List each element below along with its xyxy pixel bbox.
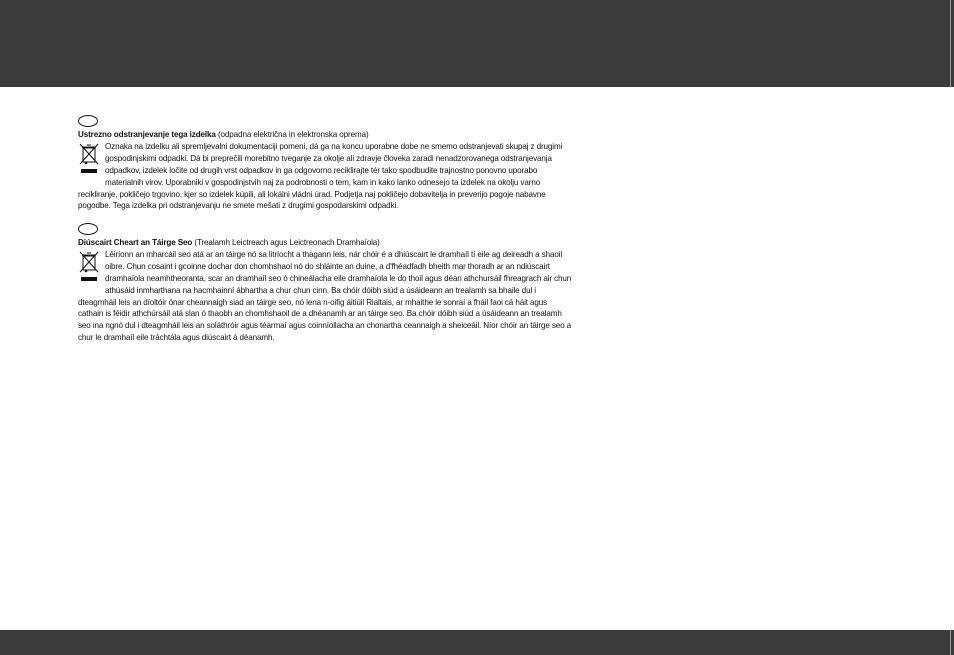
top-header-band [0,0,954,87]
top-band-edge-line [950,0,951,87]
language-oval-icon [78,223,98,235]
crossed-wheelie-bin-icon [78,142,102,178]
section-slovenian [78,115,572,212]
section-heading [78,129,572,141]
heading-subtitle: (odpadna električna in elektronska oprema) [215,130,369,139]
heading-bold: Diúscairt Cheart an Táirge Seo [78,238,193,247]
section-body: Léiríonn an mharcáil seo atá ar an táirge nó sa litríocht a thagann leis, nár chóir é a dhiúscairt le dramhaíl tí eile ag deireadh a shaoil oibre. Chun cosaint i gcoinne dochar don chomhshaol nó do shláinte an duine, a d'fhéadfadh bheith mar thoradh ar an ndiúscairt dramhaíola neamhtheoranta, scar an dramhaíl seo ó chineálacha eile dramhaíola le do thoil agus déan athchursáil fhreagrach air chun athúsáid inmharthana na hacmhainní ábhartha a chur chun cinn. Ba chóir dóibh siúd a úsáideann an trealamh sa bhaile dul i dteagmháil leis an díoltóir ónar cheannaigh siad an táirge seo, nó lena n-oifig áitiúil Rialtais, ar mhaithe le sonraí a fháil faoi cá háit agus cathain is féidir athchúrsáil atá slan ó thaobh an chomhshaoil de a dhéanamh ar an táirge seo. Ba chóir dóibh siúd a úsáideann an trealamh seo ina ngnó dul i dteagmháil leis an soláthróir agus téarmaí agus coinníollacha an chonartha ceannaigh a sheiceáil. Níor chóir an táirge seo a chur le dramhaíl eile tráchtála agus diúscairt á déanamh. [78,249,572,343]
section-heading [78,237,572,249]
crossed-wheelie-bin-icon [78,250,102,286]
heading-bold: Ustrezno odstranjevanje tega izdelka [78,130,216,139]
bottom-band-edge-line [950,630,951,655]
section-irish [78,223,572,344]
bottom-footer-band [0,630,954,655]
heading-subtitle: (Trealamh Leictreach agus Leictreonach Dramhaíola) [192,238,380,247]
section-body: Oznaka na izdelku ali spremljevalni dokumentaciji pomeni, dá ga na koncu uporabne dobe ne smemo odstranjevati skupaj z drugimi gospodinjskimi odpadki. Dá bi preprečili morebitno tveganje za okolje ali zdravje človeka zaradi nenadzorovanega odstranjevanja odpadkov, izdelek ločite od drugih vrst odpadkov in ga odgovorno reciklirajte tér tako spodbudite trajnostno ponovno uporabo materialnih virov. Uporabniki v gospodinjstvih naj za podrobnosti o tem, kam in kako lanko odnesejo ta izdelek na okolju varno recikliranje, pokličejo trgovino, kjer so izdelek kúpili, ali lokálni vládni úrad. Podjetja naj pokličejo dobavitelja in preverijo pogoje nabavne pogodbe. Tega izdelka pri odstranjevanju ne smete mešati z drugimi gospodarskimi odpadki. [78,141,563,211]
language-oval-icon [78,115,98,127]
